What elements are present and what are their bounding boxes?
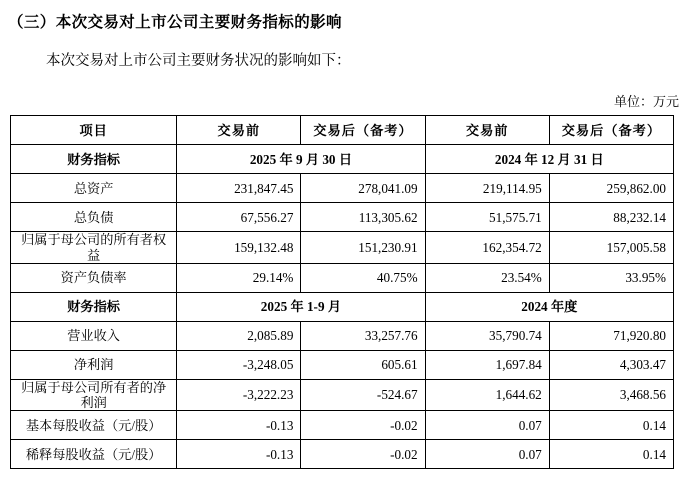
cell-value: -0.13 <box>177 440 301 469</box>
cell-value: 219,114.95 <box>425 174 549 203</box>
row-label-parent-net-profit: 归属于母公司所有者的净利润 <box>11 379 177 410</box>
column-header-after-2: 交易后（备考） <box>549 116 673 145</box>
cell-value: 35,790.74 <box>425 321 549 350</box>
cell-value: 113,305.62 <box>301 203 425 232</box>
section-period-balance-left: 2025 年 9 月 30 日 <box>177 145 425 174</box>
section-row-balance <box>11 145 674 174</box>
cell-value: -3,222.23 <box>177 379 301 410</box>
cell-value: 4,303.47 <box>549 350 673 379</box>
row-label-revenue: 营业收入 <box>11 321 177 350</box>
table-row <box>11 203 674 232</box>
row-label-diluted-eps: 稀释每股收益（元/股） <box>11 440 177 469</box>
row-label-total-liabilities: 总负债 <box>11 203 177 232</box>
cell-value: 605.61 <box>301 350 425 379</box>
table-row <box>11 263 674 292</box>
cell-value: -3,248.05 <box>177 350 301 379</box>
cell-value: 1,697.84 <box>425 350 549 379</box>
cell-value: 2,085.89 <box>177 321 301 350</box>
section-period-income-left: 2025 年 1-9 月 <box>177 292 425 321</box>
row-label-debt-ratio: 资产负债率 <box>11 263 177 292</box>
table-row <box>11 350 674 379</box>
unit-note: 单位：万元 <box>613 94 679 110</box>
cell-value: 67,556.27 <box>177 203 301 232</box>
section-heading: （三）本次交易对上市公司主要财务指标的影响 <box>8 14 342 31</box>
row-label-net-profit: 净利润 <box>11 350 177 379</box>
section-period-income-right: 2024 年度 <box>425 292 673 321</box>
cell-value: 278,041.09 <box>301 174 425 203</box>
cell-value: -0.02 <box>301 411 425 440</box>
cell-value: 162,354.72 <box>425 232 549 263</box>
cell-value: 1,644.62 <box>425 379 549 410</box>
financial-indicators-table <box>10 115 674 469</box>
cell-value: -0.02 <box>301 440 425 469</box>
section-label-balance: 财务指标 <box>11 145 177 174</box>
cell-value: -0.13 <box>177 411 301 440</box>
cell-value: 51,575.71 <box>425 203 549 232</box>
table-row <box>11 174 674 203</box>
cell-value: 0.14 <box>549 411 673 440</box>
cell-value: -524.67 <box>301 379 425 410</box>
cell-value: 259,862.00 <box>549 174 673 203</box>
table-row <box>11 379 674 410</box>
intro-paragraph: 本次交易对上市公司主要财务状况的影响如下： <box>46 53 351 70</box>
cell-value: 88,232.14 <box>549 203 673 232</box>
cell-value: 151,230.91 <box>301 232 425 263</box>
cell-value: 0.07 <box>425 411 549 440</box>
table-row <box>11 440 674 469</box>
cell-value: 71,920.80 <box>549 321 673 350</box>
table-row <box>11 321 674 350</box>
column-header-before-1: 交易前 <box>177 116 301 145</box>
cell-value: 33.95% <box>549 263 673 292</box>
table-row <box>11 411 674 440</box>
cell-value: 40.75% <box>301 263 425 292</box>
cell-value: 0.14 <box>549 440 673 469</box>
section-label-income: 财务指标 <box>11 292 177 321</box>
section-row-income <box>11 292 674 321</box>
cell-value: 0.07 <box>425 440 549 469</box>
row-label-parent-equity: 归属于母公司的所有者权益 <box>11 232 177 263</box>
cell-value: 157,005.58 <box>549 232 673 263</box>
cell-value: 3,468.56 <box>549 379 673 410</box>
section-period-balance-right: 2024 年 12 月 31 日 <box>425 145 673 174</box>
column-header-item: 项目 <box>11 116 177 145</box>
row-label-basic-eps: 基本每股收益（元/股） <box>11 411 177 440</box>
cell-value: 23.54% <box>425 263 549 292</box>
cell-value: 159,132.48 <box>177 232 301 263</box>
row-label-total-assets: 总资产 <box>11 174 177 203</box>
cell-value: 29.14% <box>177 263 301 292</box>
column-header-before-2: 交易前 <box>425 116 549 145</box>
table-row <box>11 232 674 263</box>
cell-value: 231,847.45 <box>177 174 301 203</box>
column-header-after-1: 交易后（备考） <box>301 116 425 145</box>
cell-value: 33,257.76 <box>301 321 425 350</box>
table-header-row <box>11 116 674 145</box>
